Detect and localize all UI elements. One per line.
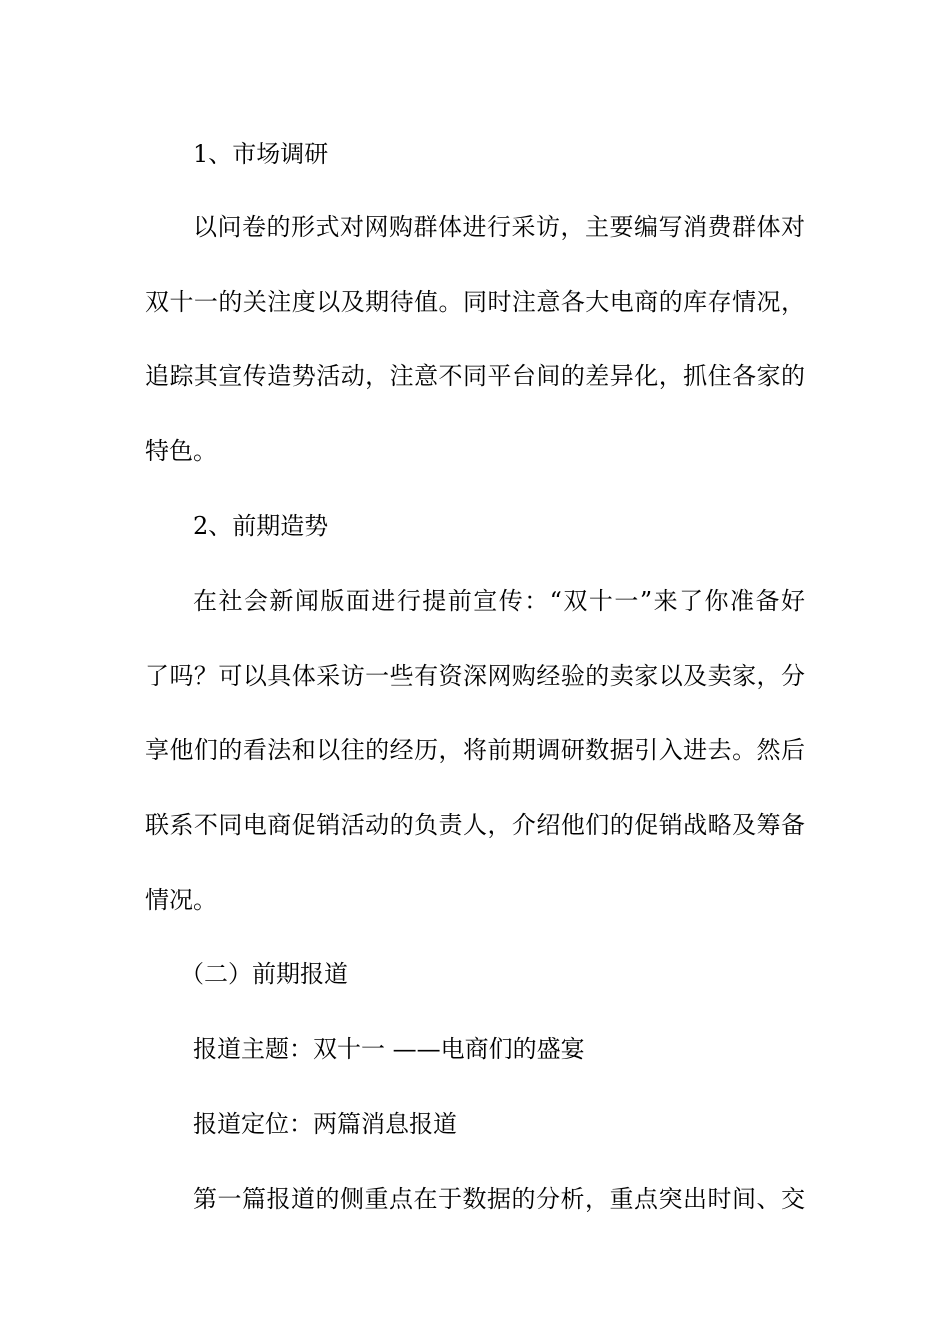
paragraph-line: 在社会新闻版面进行提前宣传：“双十一”来了你准备好 xyxy=(193,587,805,615)
paragraph-line: 双十一的关注度以及期待值。同时注意各大电商的库存情况， xyxy=(145,288,805,316)
paragraph-line: 联系不同电商促销活动的负责人，介绍他们的促销战略及筹备 xyxy=(145,811,805,839)
paragraph-line: 第一篇报道的侧重点在于数据的分析，重点突出时间、交 xyxy=(193,1185,805,1213)
paragraph-line: 以问卷的形式对网购群体进行采访，主要编写消费群体对 xyxy=(193,213,805,241)
section-heading-early-reports: （二）前期报道 xyxy=(180,960,348,988)
report-positioning-line: 报道定位：两篇消息报道 xyxy=(193,1110,457,1138)
paragraph-line: 情况。 xyxy=(145,886,217,914)
heading-market-research: 1、市场调研 xyxy=(193,140,329,168)
paragraph-line: 特色。 xyxy=(145,437,217,465)
paragraph-line: 享他们的看法和以往的经历，将前期调研数据引入进去。然后 xyxy=(145,736,805,764)
paragraph-line: 追踪其宣传造势活动，注意不同平台间的差异化，抓住各家的 xyxy=(145,362,805,390)
heading-early-promotion: 2、前期造势 xyxy=(193,512,329,540)
paragraph-line: 了吗？可以具体采访一些有资深网购经验的卖家以及卖家，分 xyxy=(145,662,805,690)
report-theme-line: 报道主题：双十一 ——电商们的盛宴 xyxy=(193,1035,585,1063)
